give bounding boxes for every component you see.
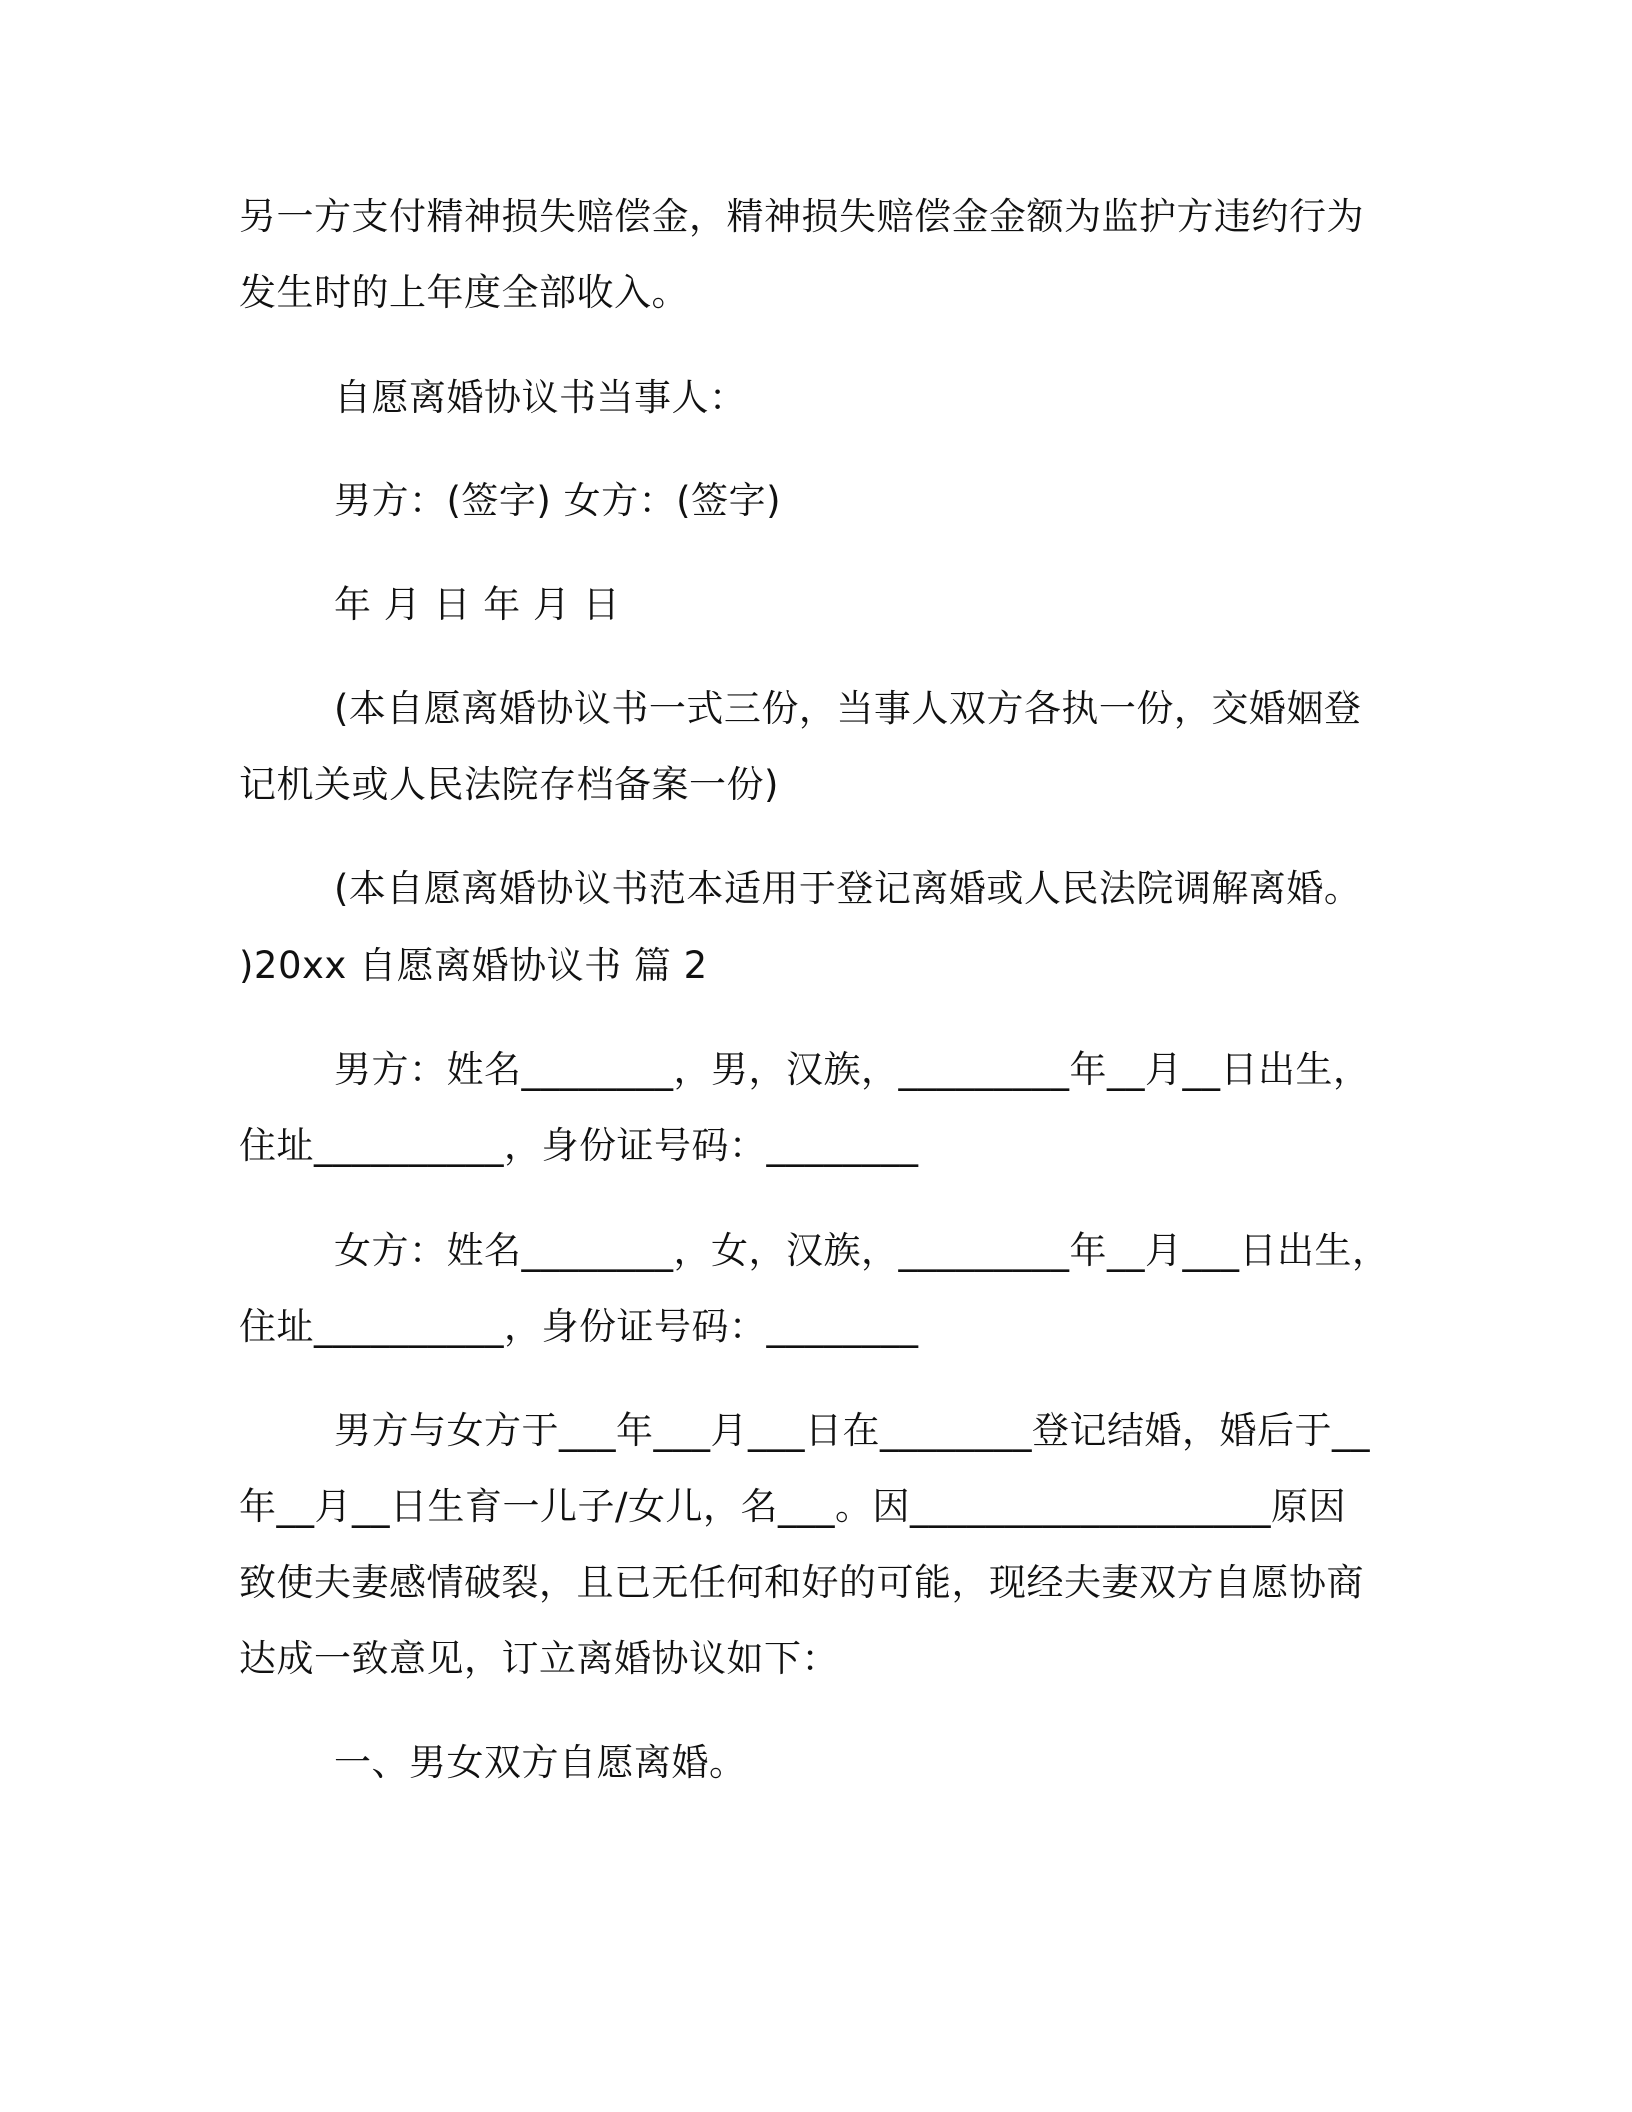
text-line: 达成一致意见，订立离婚协议如下：: [239, 1637, 839, 1680]
text-line: 记机关或人民法院存档备案一份): [239, 763, 779, 806]
text-line: 男方：姓名________，男，汉族，_________年__月__日出生，: [334, 1048, 1371, 1091]
text-line: 自愿离婚协议书当事人：: [334, 376, 747, 419]
text-line: 男方：(签字) 女方：(签字): [334, 479, 782, 522]
text-line: )20xx 自愿离婚协议书 篇 2: [239, 944, 708, 987]
text-line: 致使夫妻感情破裂，且已无任何和好的可能，现经夫妻双方自愿协商: [239, 1561, 1364, 1604]
text-line: 住址__________，身份证号码：________: [239, 1124, 919, 1167]
text-line: (本自愿离婚协议书范本适用于登记离婚或人民法院调解离婚。: [334, 867, 1362, 910]
text-line: 发生时的上年度全部收入。: [239, 271, 689, 314]
text-line: 年 月 日 年 月 日: [334, 583, 621, 626]
text-line: 住址__________，身份证号码：________: [239, 1305, 919, 1348]
text-line: 女方：姓名________，女，汉族，_________年__月___日出生，: [334, 1229, 1390, 1272]
text-line: 另一方支付精神损失赔偿金，精神损失赔偿金金额为监护方违约行为: [239, 195, 1364, 238]
text-line: (本自愿离婚协议书一式三份，当事人双方各执一份，交婚姻登: [334, 687, 1362, 730]
text-line: 一、男女双方自愿离婚。: [334, 1741, 747, 1784]
text-line: 男方与女方于___年___月___日在________登记结婚，婚后于__: [334, 1409, 1370, 1452]
text-line: 年__月__日生育一儿子/女儿，名___。因___________________原因: [239, 1485, 1346, 1528]
